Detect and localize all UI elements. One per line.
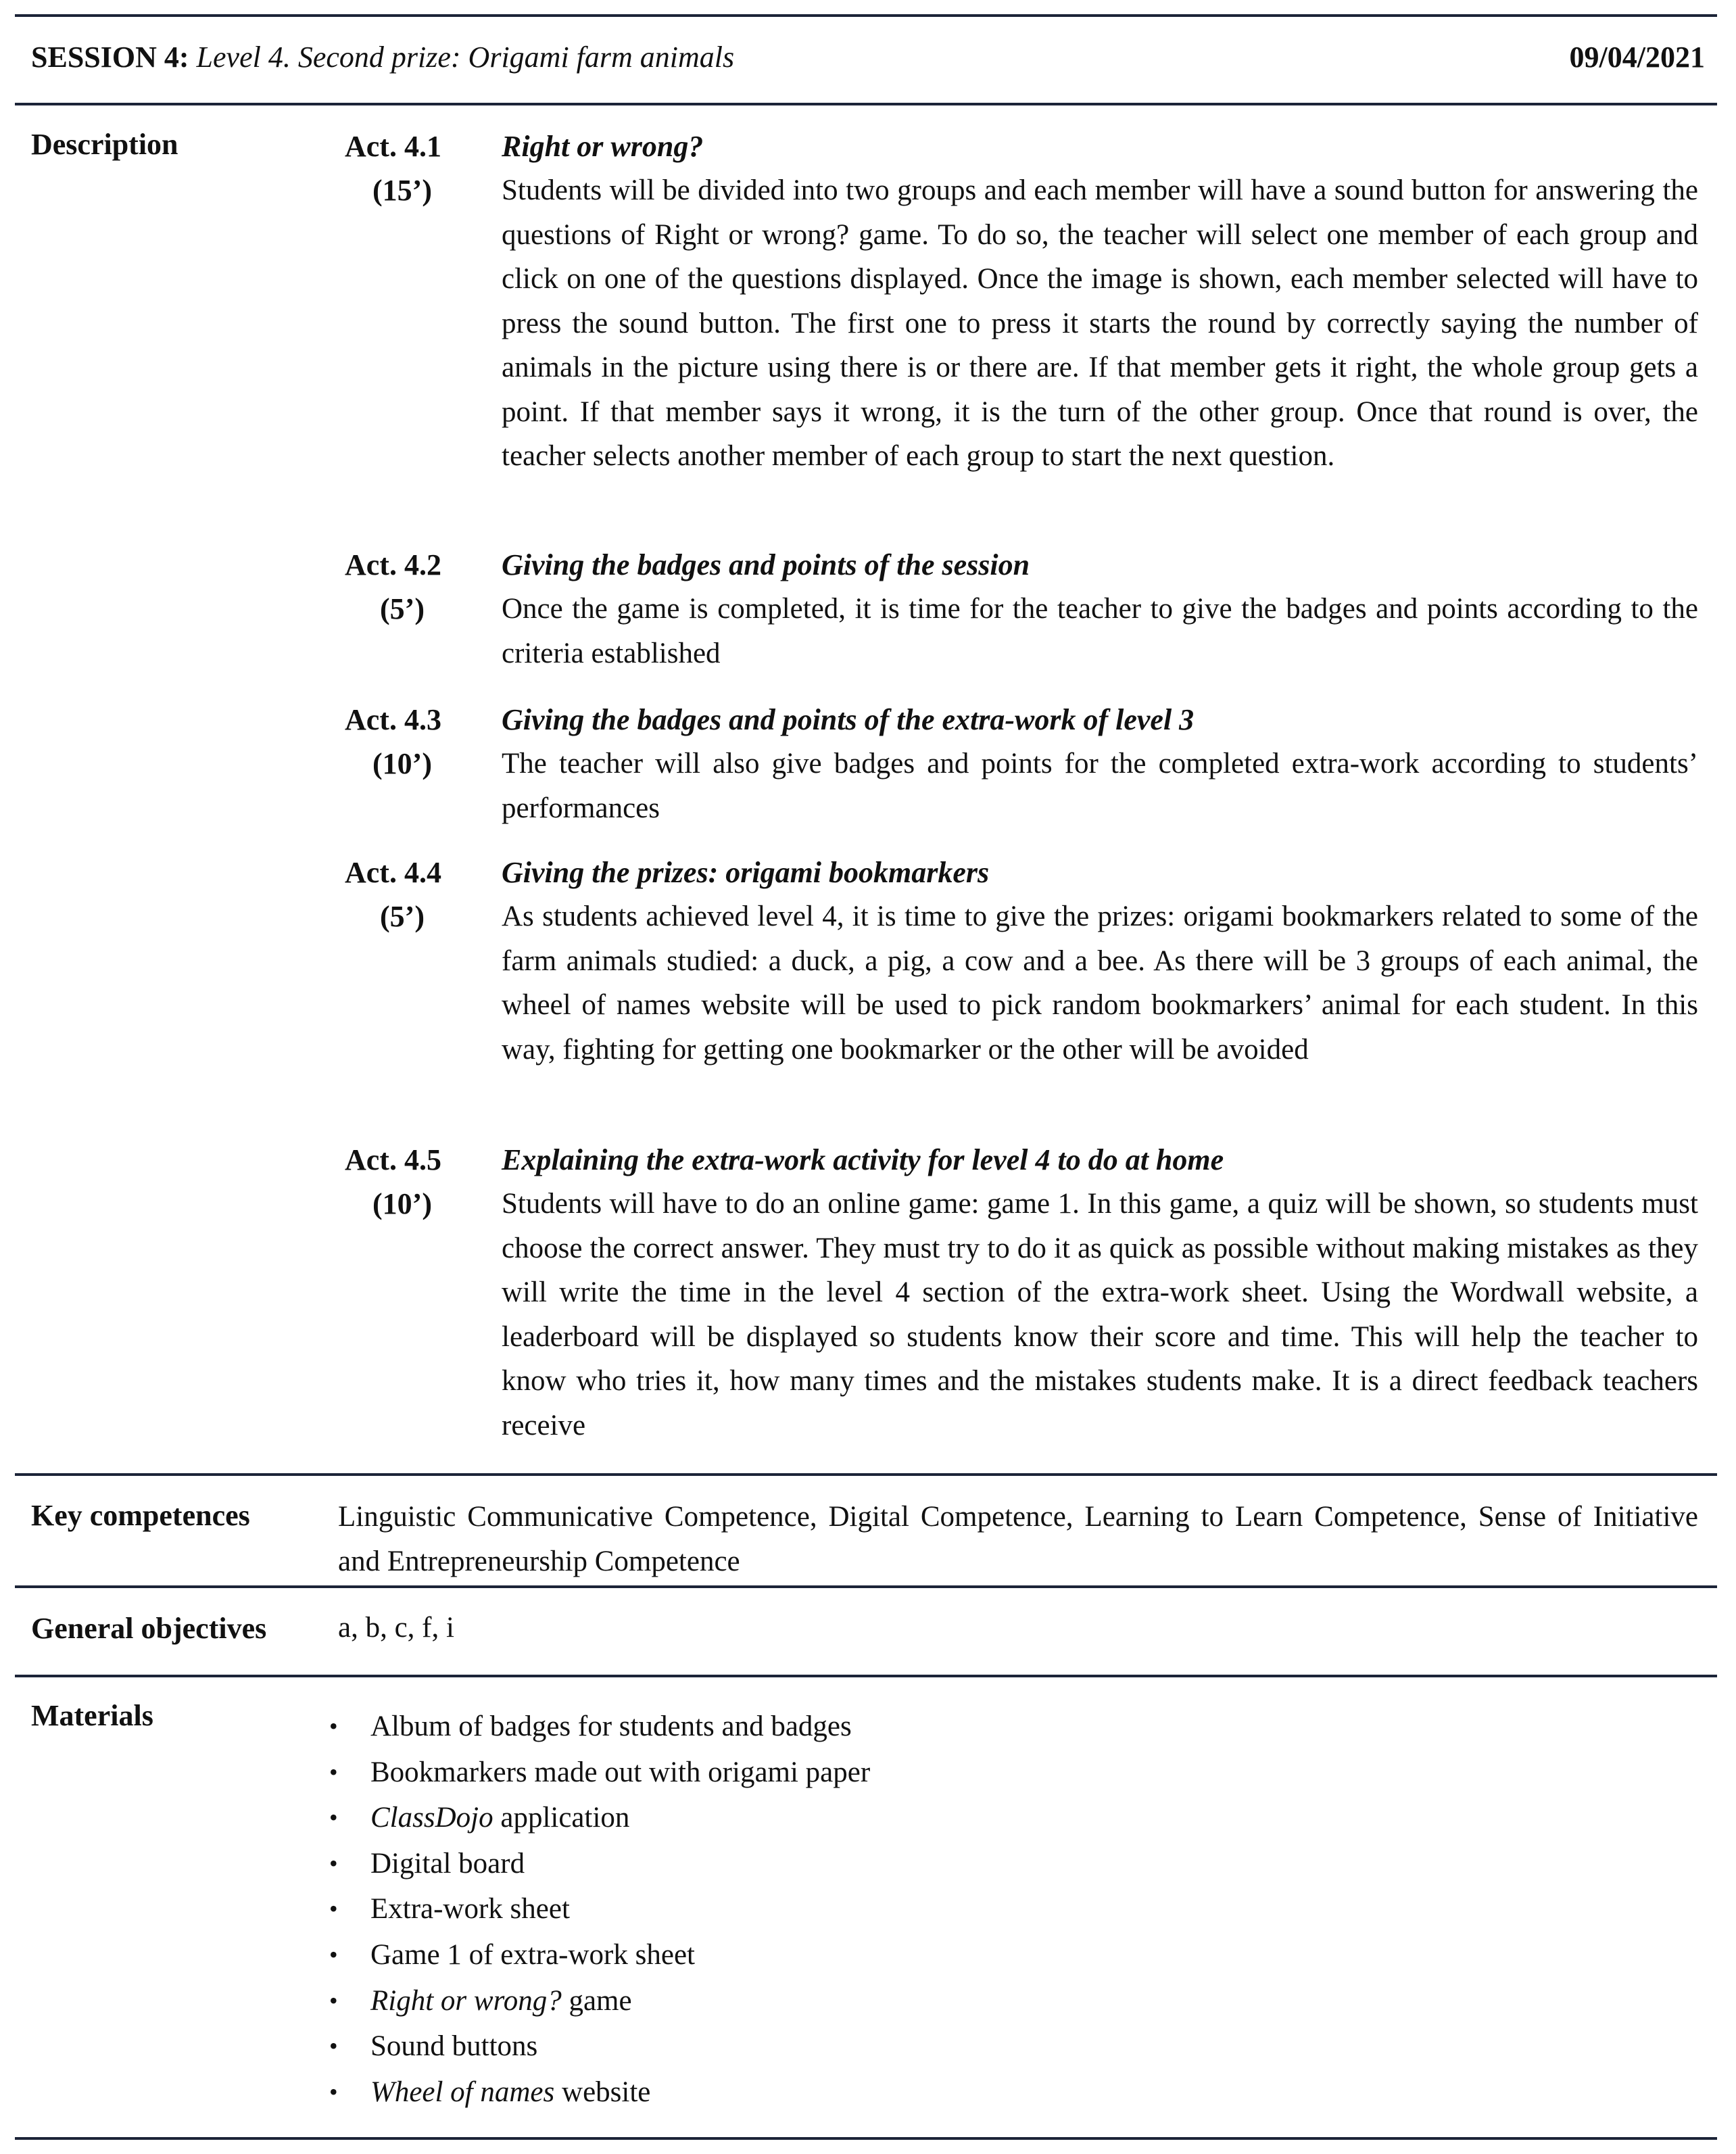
- bullet-icon: •: [329, 1804, 338, 1832]
- bullet-icon: •: [329, 1986, 338, 2014]
- materials-item: • Digital board: [329, 1841, 870, 1887]
- activity-4-2: [502, 543, 1698, 675]
- bottom-rule: [15, 2137, 1717, 2140]
- activity-text: Students will have to do an online game: game 1. In this game, a quiz will be shown, so students must choose the correct answer. They must try to do it as quick as possible without making mistakes as they will write the time in the level 4 section of the extra-work sheet. Using the Wordwall website, a leaderboard will be displayed so students know their score and time. This will help the teacher to know who tries it, how many times and the mistakes students make. It is a direct feedback teachers receive: [502, 1188, 1698, 1441]
- bullet-icon: •: [329, 2078, 338, 2105]
- materials-item: • Wheel of names website: [329, 2069, 870, 2115]
- materials-item: • Game 1 of extra-work sheet: [329, 1932, 870, 1978]
- key-competences-label: Key competences: [31, 1499, 250, 1532]
- activity-4-1: [502, 124, 1698, 479]
- activity-4-3: [502, 698, 1698, 830]
- activity-4-5: [502, 1138, 1698, 1447]
- activity-code-4-1: Act. 4.1 (15’): [345, 124, 480, 212]
- bullet-icon: •: [329, 1849, 338, 1877]
- bullet-icon: •: [329, 1895, 338, 1923]
- key-competences-value: Linguistic Communicative Competence, Digital Competence, Learning to Learn Competence, Sense of Initiative and Entrepreneurship Competence: [338, 1501, 1698, 1577]
- activity-duration: (10’): [372, 1187, 432, 1220]
- activity-title: Giving the badges and points of the extra-work of level 3: [502, 703, 1195, 736]
- session-date: 09/04/2021: [1569, 40, 1705, 74]
- session-label: SESSION 4:: [31, 40, 189, 74]
- general-objectives-bottom-rule: [15, 1675, 1717, 1677]
- activity-duration: (5’): [380, 592, 425, 625]
- session-title: [31, 40, 734, 74]
- materials-item: • ClassDojo application: [329, 1795, 870, 1841]
- bullet-icon: •: [329, 1713, 338, 1740]
- bullet-icon: •: [329, 1758, 338, 1786]
- materials-list: [329, 1704, 870, 2115]
- key-competences-bottom-rule: [15, 1585, 1717, 1588]
- activity-code-4-2: Act. 4.2 (5’): [345, 543, 480, 631]
- activity-text: Students will be divided into two groups and each member will have a sound button for answering the questions of Right or wrong? game. To do so, the teacher will select one member of each group and click on one of the questions displayed. Once the image is shown, each member selected will have to press the sound button. The first one to press it starts the round by correctly saying the number of animals in the picture using there is or there are. If that member gets it right, the whole group gets a point. If that member says it wrong, it is the turn of the other group. Once that round is over, the teacher selects another member of each group to start the next question.: [502, 174, 1698, 472]
- bullet-icon: •: [329, 2032, 338, 2060]
- activity-title: Right or wrong?: [502, 130, 704, 163]
- general-objectives-value: a, b, c, f, i: [338, 1612, 454, 1644]
- materials-item: • Right or wrong? game: [329, 1978, 870, 2024]
- activity-code-4-4: Act. 4.4 (5’): [345, 851, 480, 938]
- activity-code-4-3: Act. 4.3 (10’): [345, 698, 480, 786]
- header-bottom-rule: [15, 103, 1717, 105]
- materials-item: • Album of badges for students and badges: [329, 1704, 870, 1750]
- activity-text: As students achieved level 4, it is time to give the prizes: origami bookmarkers related to some of the farm animals studied: a duck, a pig, a cow and a bee. As there will be 3 groups of each animal, the wheel of names website will be used to pick random bookmarkers’ animal for each student. In this way, fighting for getting one bookmarker or the other will be avoided: [502, 901, 1698, 1066]
- session-name: Level 4. Second prize: Origami farm animals: [196, 40, 735, 74]
- top-rule: [15, 14, 1717, 17]
- materials-label: Materials: [31, 1699, 153, 1732]
- activity-title: Giving the badges and points of the session: [502, 548, 1030, 581]
- materials-item: • Extra-work sheet: [329, 1886, 870, 1932]
- activity-text: The teacher will also give badges and points for the completed extra-work according to students’ performances: [502, 748, 1698, 824]
- bullet-icon: •: [329, 1940, 338, 1968]
- activity-text: Once the game is completed, it is time for the teacher to give the badges and points according to the criteria established: [502, 593, 1698, 669]
- activity-title: Explaining the extra-work activity for level 4 to do at home: [502, 1143, 1224, 1176]
- activity-duration: (15’): [372, 174, 432, 207]
- activity-duration: (10’): [372, 747, 432, 780]
- description-bottom-rule: [15, 1473, 1717, 1476]
- session-header: [31, 35, 1705, 78]
- activity-code-4-5: Act. 4.5 (10’): [345, 1138, 480, 1226]
- general-objectives-label: General objectives: [31, 1612, 267, 1645]
- description-label: Description: [31, 128, 178, 161]
- activity-title: Giving the prizes: origami bookmarkers: [502, 856, 990, 889]
- activity-4-4: [502, 851, 1698, 1072]
- activity-duration: (5’): [380, 900, 425, 933]
- materials-item: • Sound buttons: [329, 2024, 870, 2069]
- materials-item: • Bookmarkers made out with origami paper: [329, 1750, 870, 1796]
